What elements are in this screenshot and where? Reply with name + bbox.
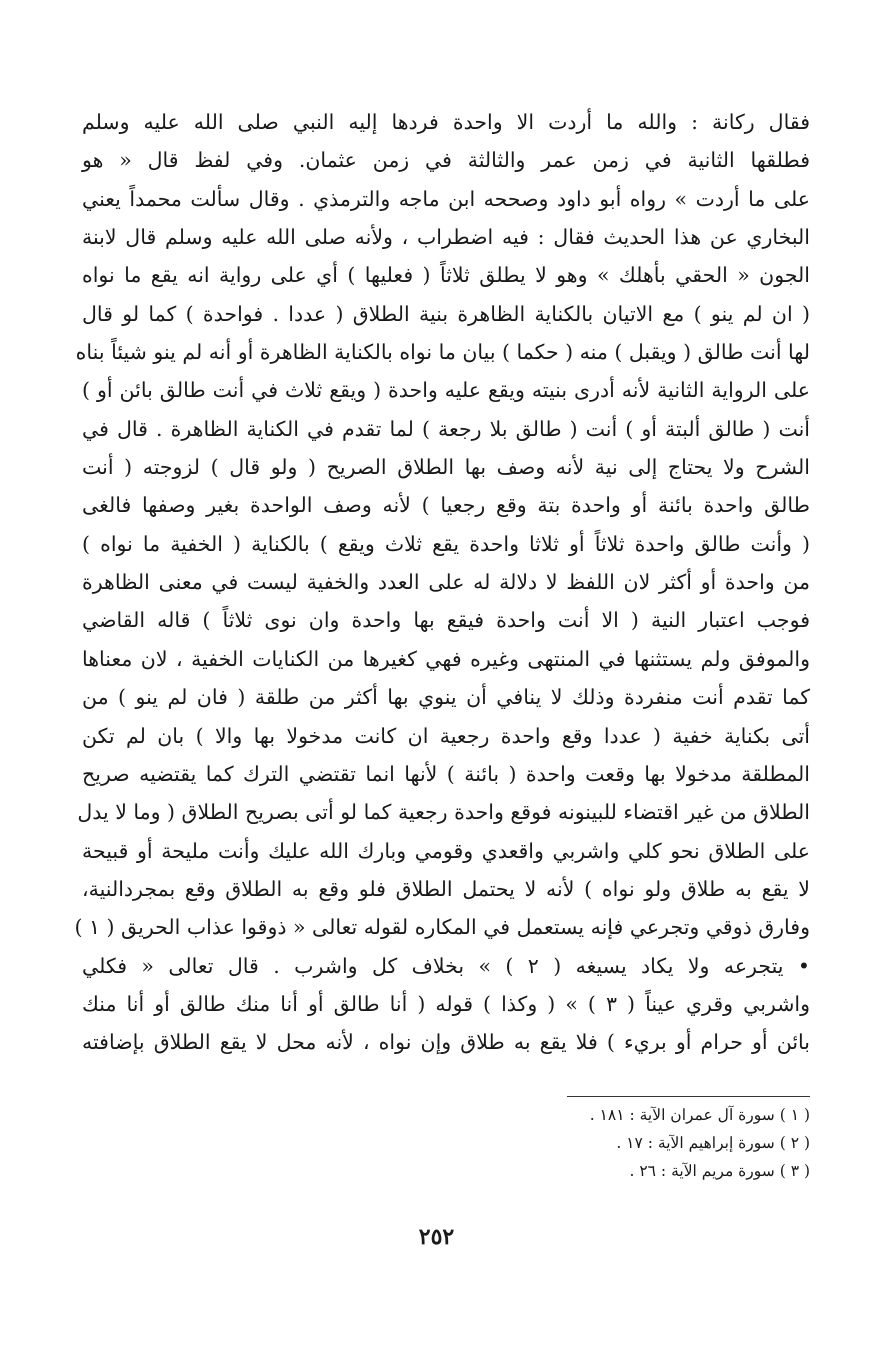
text-line: بائن أو حرام أو بريء ) فلا يقع به طلاق وإن نواه ، لأنه محل لا يقع الطلاق بإضافته	[82, 1030, 810, 1055]
text-line: فقال ركانة : والله ما أردت الا واحدة فردها إليه النبي صلى الله عليه وسلم	[82, 110, 810, 134]
text-line: طالق واحدة بائنة أو واحدة بتة وقع رجعيا ) لأنه وصف الواحدة بغير وصفها فالغى	[82, 493, 810, 518]
text-line: ( وأنت طالق واحدة ثلاثاً أو ثلاثا واحدة يقع ثلاث ويقع ) بالكناية ( الخفية ما نواه )	[82, 531, 810, 556]
text-line: الطلاق من غير اقتضاء للبينونه فوقع واحدة رجعية كما لو أتى بصريح الطلاق ( وما لا يدل	[77, 800, 810, 825]
text-line: فطلقها الثانية في زمن عمر والثالثة في زمن عثمان. وفي لفظ قال « هو	[82, 148, 810, 173]
text-line: على الطلاق نحو كلي واشربي واقعدي وقومي وبارك الله عليك وأنت مليحة أو قبيحة	[82, 838, 810, 863]
text-line: الشرح ولا يحتاج إلى نية لأنه وصف بها الطلاق الصريح ( ولو قال ) لزوجته ( أنت	[82, 455, 810, 480]
text-line: الجون « الحقي بأهلك » وهو لا يطلق ثلاثاً ( فعليها ) أي على رواية انه يقع ما نواه	[82, 263, 810, 288]
text-line: لا يقع به طلاق ولو نواه ) لأنه لا يحتمل الطلاق فلو وقع به الطلاق وقع بمجردالنية،	[82, 876, 810, 901]
text-line: على ما أردت » رواه أبو داود وصححه ابن ماجه والترمذي . وقال سألت محمداً يعني	[82, 186, 810, 211]
page-number: ٢٥٢	[418, 1224, 455, 1250]
text-line: على الرواية الثانية لأنه أدرى بنيته ويقع عليه واحدة ( ويقع ثلاث في أنت طالق بائن أو )	[82, 378, 810, 403]
text-line: • يتجرعه ولا يكاد يسيغه ( ٢ ) » بخلاف كل واشرب . قال تعالى « فكلي	[82, 953, 810, 978]
footnote-item: ( ٢ ) سورة إبراهيم الآية : ١٧ .	[616, 1134, 810, 1152]
footnotes	[450, 1101, 810, 1185]
text-line: فوجب اعتبار النية ( الا أنت واحدة فيقع بها واحدة وان نوى ثلاثاً ) قاله القاضي	[82, 608, 810, 633]
text-line: والموفق ولم يستثنها في المنتهى وغيره فهي كغيرها من الكنايات الخفية ، لان معناها	[82, 646, 810, 671]
footnote-item: ( ٣ ) سورة مريم الآية : ٢٦ .	[629, 1162, 810, 1180]
text-line: أتى بكناية خفية ( عددا وقع واحدة رجعية ان كانت مدخولا بها والا ) بان لم تكن	[82, 723, 810, 748]
text-line: المطلقة مدخولا بها وقعت واحدة ( بائنة ) لأنها انما تقتضي الترك كما يقتضيه صريح	[82, 761, 810, 786]
footnote-item: ( ١ ) سورة آل عمران الآية : ١٨١ .	[589, 1106, 810, 1124]
text-line: أنت ( طالق ألبتة أو ) أنت ( طالق بلا رجعة ) لما تقدم في الكناية الظاهرة . قال في	[82, 416, 810, 441]
text-line: كما تقدم أنت منفردة وذلك لا ينافي أن ينوي بها أكثر من طلقة ( فان لم ينو ) من	[82, 685, 810, 710]
text-line: ( ان لم ينو ) مع الاتيان بالكناية الظاهرة بنية الطلاق ( عددا . فواحدة ) كما لو قال	[82, 301, 810, 326]
footnote-divider	[567, 1096, 810, 1097]
text-line: وفارق ذوقي وتجرعي فإنه يستعمل في المكاره لقوله تعالى « ذوقوا عذاب الحريق ( ١ )	[74, 915, 810, 940]
text-line: لها أنت طالق ( ويقبل ) منه ( حكما ) بيان ما نواه بالكناية الظاهرة أو أنه لم ينو شيئاً بناه	[75, 340, 810, 365]
text-line: واشربي وقري عيناً ( ٣ ) » ( وكذا ) قوله ( أنا طالق أو أنا منك طالق أو أنا منك	[82, 991, 810, 1016]
main-text	[74, 103, 810, 1062]
text-line: من واحدة أو أكثر لان اللفظ لا دلالة له على العدد والخفية ليست في معنى الظاهرة	[82, 570, 810, 595]
text-line: البخاري عن هذا الحديث فقال : فيه اضطراب ، ولأنه صلى الله عليه وسلم قال لابنة	[82, 225, 810, 250]
